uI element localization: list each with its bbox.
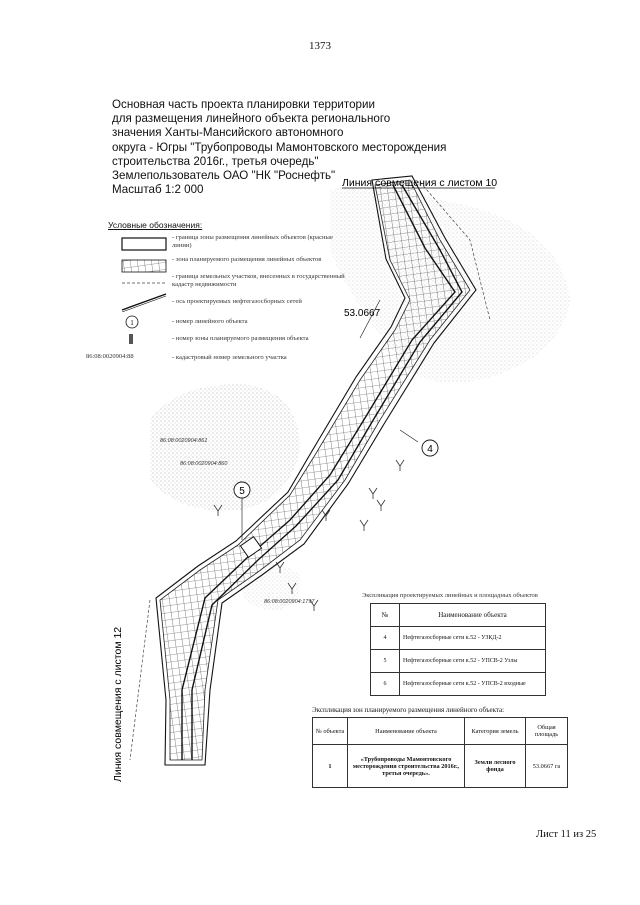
legend-title: Условные обозначения:	[108, 220, 203, 230]
table-row	[371, 673, 546, 696]
object-4-label: 4	[427, 444, 433, 455]
match-line-top: Линия совмещения с листом 10	[342, 177, 498, 189]
pipeline-axis-symbol	[108, 292, 168, 312]
title-line: строительства 2016г., третья очередь"	[112, 154, 319, 168]
column-header: Наименование объекта	[348, 718, 465, 745]
cadastral-number: 86:08:0020904:860	[180, 461, 228, 467]
objects-explication	[362, 592, 554, 696]
total-area: 53.0667 га	[526, 745, 568, 788]
cadastral-number: 86:08:0020904:861	[160, 438, 208, 444]
column-header: Наименование объекта	[400, 604, 546, 627]
legend-text: - зона планируемого размещения линейных объектов	[172, 256, 322, 263]
zone-area-label: 53.0667	[344, 308, 381, 319]
objects-table-caption: Экспликация проектируемых линейных и площадных объектов	[362, 592, 538, 599]
title-line: для размещения линейного объекта регионального	[112, 112, 391, 126]
objects-table	[370, 603, 546, 696]
zone-number-symbol	[108, 329, 168, 349]
land-parcel-boundary	[130, 600, 150, 760]
title-line: Землепользователь ОАО "НК "Роснефть"	[112, 169, 336, 183]
object-name: Нефтегазосборные сети к.52 - УПСВ-2 Узлы	[400, 650, 546, 673]
cadastral-number: 86:08:0020904:1797	[264, 599, 315, 605]
object-name: Нефтегазосборные сети к.52 - УЗКД-2	[400, 627, 546, 650]
table-row	[371, 650, 546, 673]
legend-text: - кадастровый номер земельного участка	[172, 354, 287, 361]
title-line: округа - Югры "Трубопроводы Мамонтовского месторождения	[112, 140, 447, 154]
legend-text: - граница земельных участков, внесенных в государственный кадастр недвижимости	[172, 273, 345, 288]
legend-symbol-label: 1	[130, 319, 134, 327]
object-name: Нефтегазосборные сети к.52 - УПСВ-2 входные	[400, 673, 546, 696]
zones-explication	[312, 706, 568, 788]
zone-num: 1	[313, 745, 348, 788]
column-header: Категория земель	[465, 718, 526, 745]
land-category: Земли лесного фонда	[465, 745, 526, 788]
object-num: 5	[371, 650, 400, 673]
legend-text: - номер линейного объекта	[172, 318, 248, 325]
object-5-label: 5	[239, 486, 245, 497]
table-row	[371, 627, 546, 650]
zone-name: «Трубопроводы Мамонтовского месторождения строительства 2016г., третья очередь».	[348, 745, 465, 788]
legend-item	[108, 234, 358, 254]
legend	[86, 220, 358, 361]
red-line-symbol	[108, 234, 168, 254]
parcel-boundary-symbol	[108, 273, 168, 293]
legend-item	[86, 348, 358, 368]
column-header: Общая площадь	[526, 718, 568, 745]
legend-item	[108, 273, 358, 293]
title-line: значения Ханты-Мансийского автономного	[112, 126, 344, 140]
title-line: Основная часть проекта планировки территории	[112, 98, 375, 111]
match-line-left: Линия совмещения с листом 12	[112, 626, 124, 782]
legend-text: - ось проектируемых нефтегазосборных сетей	[172, 298, 302, 305]
object-num: 6	[371, 673, 400, 696]
object-num: 4	[371, 627, 400, 650]
cadastral-sample: 86:08:0020904:88	[86, 353, 134, 360]
page-number: 1373	[309, 40, 331, 52]
table-row	[313, 745, 568, 788]
zone-table	[312, 717, 568, 788]
zone-table-caption: Экспликация зон планируемого размещения линейного объекта:	[312, 706, 505, 714]
legend-item	[108, 329, 358, 349]
column-header: № объекта	[313, 718, 348, 745]
legend-text: - номер зоны планируемого размещения объекта	[172, 335, 309, 342]
sheet-number: Лист 11 из 25	[536, 829, 597, 840]
legend-item	[108, 292, 358, 312]
column-header: №	[371, 604, 400, 627]
scale-label: Масштаб 1:2 000	[112, 183, 204, 197]
legend-text: - граница зоны размещения линейных объектов (красные линии)	[172, 234, 333, 249]
